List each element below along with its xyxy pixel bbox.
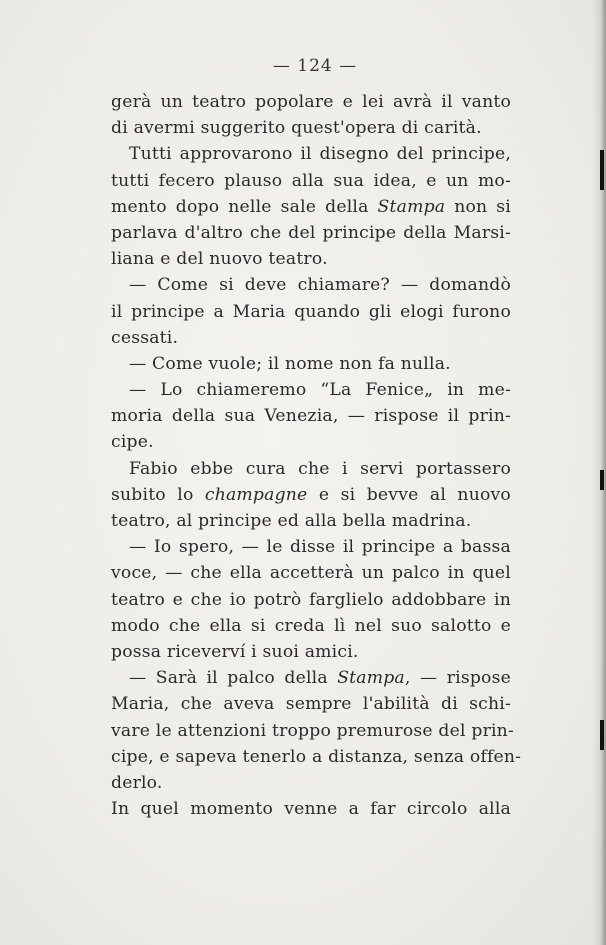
text-line: liana e del nuovo teatro. (111, 249, 328, 270)
text-line: derlo. (111, 772, 163, 793)
text-line: tutti fecero plauso alla sua idea, e un mo- (111, 170, 511, 191)
text-line: di avermi suggerito quest'opera di carità. (111, 118, 482, 139)
text-line: moria della sua Venezia, — rispose il prin- (111, 406, 511, 427)
text-line: cipe. (111, 432, 154, 453)
text-line: subito lo champagne e si bevve al nuovo (111, 484, 511, 505)
text-line: — Io spero, — le disse il principe a bassa (129, 537, 511, 558)
text-line: mento dopo nelle sale della Stampa non si (111, 196, 511, 217)
text-line: — Come vuole; il nome non fa nulla. (129, 353, 451, 374)
text-line: Fabio ebbe cura che i servi portassero (129, 458, 511, 479)
text-line: cessati. (111, 327, 179, 348)
binding-mark (600, 720, 604, 750)
text-line: teatro e che io potrò farglielo addobbare in (111, 589, 511, 610)
page-number: — 124 — (272, 56, 358, 76)
text-line: gerà un teatro popolare e lei avrà il vanto (111, 92, 511, 112)
text-line: — Lo chiameremo “La Fenice„ in me- (129, 380, 511, 401)
text-line: il principe a Maria quando gli elogi furono (111, 301, 511, 322)
text-line: — Come si deve chiamare? — domandò (129, 275, 511, 296)
text-line: voce, — che ella accetterà un palco in quel (111, 563, 511, 584)
text-line: In quel momento venne a far circolo alla (111, 799, 511, 820)
text-line: — Sarà il palco della Stampa, — rispose (129, 668, 511, 689)
binding-mark (600, 150, 604, 190)
text-line: Tutti approvarono il disegno del principe, (129, 144, 511, 165)
text-line: Maria, che aveva sempre l'abilità di schi- (111, 694, 511, 715)
binding-mark (600, 470, 604, 490)
text-line: parlava d'altro che del principe della Marsi- (111, 222, 511, 243)
text-line: possa riceverví i suoi amici. (111, 641, 359, 662)
body-text (111, 89, 522, 822)
text-line: vare le attenzioni troppo premurose del prin- (111, 720, 514, 741)
text-line: modo che ella si creda lì nel suo salotto e (111, 615, 511, 636)
text-line: cipe, e sapeva tenerlo a distanza, senza offen- (111, 746, 522, 767)
text-line: teatro, al principe ed alla bella madrina. (111, 511, 472, 531)
